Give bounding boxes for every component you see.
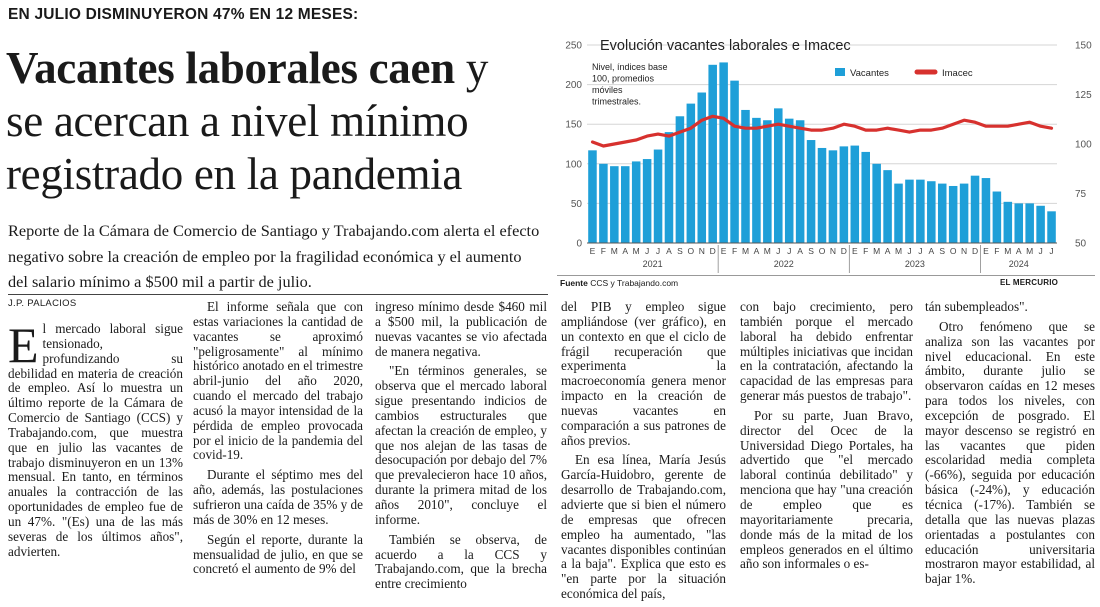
chart-title: Evolución vacantes laborales e Imacec	[600, 38, 851, 54]
month-tick-label: F	[863, 246, 869, 256]
bar-vacantes	[894, 184, 903, 243]
left-tick-label: 0	[576, 238, 582, 250]
chart	[557, 18, 1097, 273]
left-tick-label: 150	[565, 119, 582, 131]
month-tick-label: F	[731, 246, 738, 256]
month-tick-label: N	[698, 246, 705, 256]
body-column-1	[8, 317, 183, 565]
month-tick-label: O	[949, 246, 957, 256]
month-tick-label: D	[971, 246, 979, 256]
bar-vacantes	[949, 186, 958, 243]
bar-vacantes	[1047, 211, 1056, 243]
lede: Reporte de la Cámara de Comercio de Santiago y Trabajando.com alerta el efecto negativo sobre la creación de empleo por la fragilidad económica y el aumento del salario mínimo a $500 mil a partir de julio.	[8, 221, 540, 291]
bar-vacantes	[916, 180, 925, 243]
bar-vacantes	[1004, 202, 1013, 243]
month-tick-label: O	[818, 246, 826, 256]
body-column-3	[375, 300, 547, 597]
bar-vacantes	[752, 118, 761, 243]
headline-line2: se acercan a nivel mínimo	[6, 96, 469, 146]
body-column-4	[561, 300, 726, 607]
bar-vacantes	[883, 170, 892, 243]
headline	[6, 42, 546, 201]
chart-note: trimestrales.	[592, 96, 642, 107]
body-column-6	[925, 300, 1095, 592]
bar-vacantes	[818, 148, 827, 243]
bar-vacantes	[840, 146, 849, 243]
right-tick-label: 50	[1075, 238, 1087, 250]
bar-vacantes	[960, 184, 969, 243]
month-tick-label: F	[600, 246, 606, 256]
month-tick-label: J	[907, 246, 912, 256]
right-tick-label: 75	[1075, 189, 1087, 200]
bar-vacantes	[763, 120, 772, 243]
bar-vacantes	[851, 146, 860, 243]
bar-vacantes	[708, 65, 717, 243]
bar-vacantes	[785, 119, 794, 243]
month-tick-label: N	[961, 246, 968, 256]
paragraph: del PIB y empleo sigue ampliándose (ver gráfico), en un contexto en que el ciclo de frágil recuperación que experimenta la macroeconomía genera menor impacto en la creación de nuevas vacantes en comparación a sus patrones de años previos.	[561, 299, 726, 448]
month-tick-label: M	[741, 246, 750, 256]
headline-rest: y	[454, 43, 489, 93]
bar-vacantes	[654, 150, 663, 243]
month-tick-label: S	[808, 246, 814, 256]
bar-vacantes	[982, 178, 991, 243]
month-tick-label: M	[610, 246, 618, 256]
chart-note: Nivel, índices base	[592, 62, 668, 72]
month-tick-label: J	[776, 246, 781, 256]
body-column-5	[740, 300, 913, 577]
right-tick-label: 125	[1075, 90, 1092, 101]
month-tick-label: M	[873, 246, 881, 256]
paragraph: ingreso mínimo desde $460 mil a $500 mil, la publicación de nuevas vacantes se vio afectada de manera negativa.	[375, 299, 547, 359]
month-tick-label: N	[829, 246, 837, 256]
month-tick-label: D	[840, 246, 847, 256]
chart-svg	[557, 18, 1097, 273]
bar-vacantes	[938, 184, 947, 243]
left-tick-label: 50	[570, 198, 582, 210]
month-tick-label: S	[677, 246, 683, 256]
bar-vacantes	[807, 140, 816, 243]
year-label: 2022	[773, 259, 794, 269]
source-text: CCS y Trabajando.com	[590, 278, 679, 288]
paragraph: También se observa, de acuerdo a la CCS y Trabajando.com, que la brecha entre crecimiento	[375, 531, 547, 592]
month-tick-label: D	[709, 246, 716, 256]
month-tick-label: A	[884, 246, 891, 256]
left-tick-label: 200	[565, 80, 582, 92]
month-tick-label: M	[632, 246, 640, 256]
month-tick-label: J	[918, 246, 923, 256]
bar-vacantes	[588, 150, 597, 243]
paragraph: con bajo crecimiento, pero también porque el mercado laboral ha debido enfrentar múltiples iniciativas que incidan en la contratación, afectando la capacidad de las empresas para generar más puestos de trabajo".	[740, 299, 913, 404]
body-column-2	[193, 300, 363, 582]
month-tick-label: J	[1049, 246, 1054, 256]
month-tick-label: A	[1015, 246, 1022, 256]
line-imacec	[593, 116, 1052, 146]
bar-vacantes	[676, 116, 685, 243]
chart-note: móviles	[592, 85, 623, 95]
month-tick-label: E	[589, 246, 596, 256]
right-tick-label: 150	[1075, 40, 1092, 52]
divider	[8, 294, 548, 295]
bar-vacantes	[905, 180, 914, 243]
bar-vacantes	[599, 164, 608, 243]
bar-vacantes	[872, 164, 881, 243]
paragraph: "En términos generales, se observa que el mercado laboral sigue presentando indicios de cambios estructurales que afectan la creación de empleo, y que nos alejan de las tasas de desocupación por debajo del 7% que prevalecieron hace 10 años, durante la primera mitad de los años 2010", concluye el informe.	[375, 363, 547, 527]
headline-bold: Vacantes laborales caen	[6, 43, 455, 93]
bar-vacantes	[796, 120, 805, 243]
bar-vacantes	[632, 161, 641, 243]
publisher-credit: EL MERCURIO	[1000, 278, 1059, 287]
month-tick-label: A	[928, 246, 935, 256]
legend-label-imacec: Imacec	[942, 68, 973, 79]
left-tick-label: 250	[565, 40, 582, 52]
month-tick-label: E	[851, 246, 858, 256]
chart-note: 100, promedios	[592, 73, 655, 84]
kicker: EN JULIO DISMINUYERON 47% EN 12 MESES:	[8, 6, 359, 23]
month-tick-label: O	[687, 246, 695, 256]
dropcap: E	[8, 317, 39, 373]
bar-vacantes	[730, 81, 739, 243]
headline-line3: registrado en la pandemia	[6, 149, 463, 199]
byline: J.P. PALACIOS	[8, 298, 77, 309]
bar-vacantes	[993, 192, 1002, 243]
bar-vacantes	[621, 166, 630, 243]
paragraph: Durante el séptimo mes del año, además, las postulaciones sufrieron una caída de 35% y de más de 30% en 12 meses.	[193, 467, 363, 527]
year-label: 2024	[1008, 259, 1029, 269]
year-label: 2021	[642, 259, 663, 269]
month-tick-label: A	[797, 246, 803, 256]
bar-vacantes	[774, 108, 783, 243]
bar-vacantes	[1036, 206, 1045, 243]
month-tick-label: A	[622, 246, 629, 256]
bar-vacantes	[698, 93, 707, 243]
bar-vacantes	[1025, 203, 1034, 243]
bar-vacantes	[971, 176, 980, 243]
chart-source	[560, 278, 678, 288]
paragraph: Otro fenómeno que se analiza son las vacantes por nivel educacional. En este ámbito, durante julio se observaron caídas en 12 meses para todos los niveles, con excepción de posgrado. El mayor descenso se registró en las vacantes que piden escolaridad media completa (-66%), seguida por educación básica (-24%), y educación técnica (-17%). También se detalla que las nuevas plazas orientadas a postulantes con educación universitaria mostraron mayor estabilidad, al bajar 1%.	[925, 318, 1095, 587]
month-tick-label: E	[720, 246, 727, 256]
month-tick-label: A	[666, 246, 672, 256]
year-label: 2023	[904, 259, 925, 269]
bar-vacantes	[861, 152, 870, 243]
month-tick-label: J	[655, 246, 661, 256]
paragraph: En esa línea, María Jesús García-Huidobro, gerente de desarrollo de Trabajando.com, advierte que si bien el número de empresas que ofrecen empleo ha aumentado, "las vacantes disponibles continúan a la baja". Explica que esto es "en parte por la situación económica del país,	[561, 452, 726, 602]
bar-vacantes	[719, 62, 728, 243]
legend-swatch-vacantes	[835, 68, 845, 76]
bar-vacantes	[610, 166, 619, 243]
month-tick-label: E	[983, 246, 989, 256]
paragraph: Por su parte, Juan Bravo, director del Ocec de la Universidad Diego Portales, ha advertido que "el mercado laboral continúa debilitado" y menciona que hay "una creación de empleo que es mayoritariamente precaria, donde más de la mitad de los empleos generados en el último año son informales o es-	[740, 407, 913, 572]
bar-vacantes	[1014, 203, 1023, 243]
bar-vacantes	[665, 132, 674, 243]
right-tick-label: 100	[1075, 139, 1092, 151]
paragraph: Según el reporte, durante la mensualidad de julio, en que se concretó el aumento de 9% del	[193, 531, 363, 577]
month-tick-label: S	[939, 246, 946, 256]
month-tick-label: J	[644, 246, 650, 256]
month-tick-label: J	[787, 246, 792, 256]
left-tick-label: 100	[565, 159, 582, 171]
month-tick-label: M	[763, 246, 771, 256]
month-tick-label: M	[1004, 246, 1012, 256]
month-tick-label: A	[753, 246, 760, 256]
legend-label-vacantes: Vacantes	[850, 68, 889, 79]
source-label: Fuente	[560, 278, 588, 288]
month-tick-label: M	[894, 246, 903, 256]
chart-divider	[557, 275, 1095, 276]
paragraph: l mercado laboral sigue tensionado, profundizando su debilidad en materia de creación de empleo. Así lo muestra un último reporte de la Cámara de Comercio de Santiago (CCS) y Trabajando.com, que muestra que en julio las vacantes de trabajo disminuyeron en un 13% mensual. En tanto, en términos anuales la contracción de las oportunidades de empleo fue de un 47%. "(Es) una de las más severas de los últimos años", advierten.	[8, 321, 183, 559]
paragraph: El informe señala que con estas variaciones la cantidad de vacantes se aproximó "peligrosamente" al mínimo histórico anotado en el trimestre abril-junio del año 2020, cuando el mercado del trabajo acusó la mayor intensidad de la pérdida de empleo provocada por el inicio de la pandemia del covid-19.	[193, 299, 363, 463]
bar-vacantes	[741, 110, 750, 243]
bar-vacantes	[829, 150, 838, 243]
paragraph: tán subempleados".	[925, 299, 1028, 314]
month-tick-label: J	[1038, 246, 1043, 256]
bar-vacantes	[927, 181, 936, 243]
bar-vacantes	[643, 159, 652, 243]
month-tick-label: M	[1026, 246, 1034, 256]
month-tick-label: F	[994, 246, 1000, 256]
